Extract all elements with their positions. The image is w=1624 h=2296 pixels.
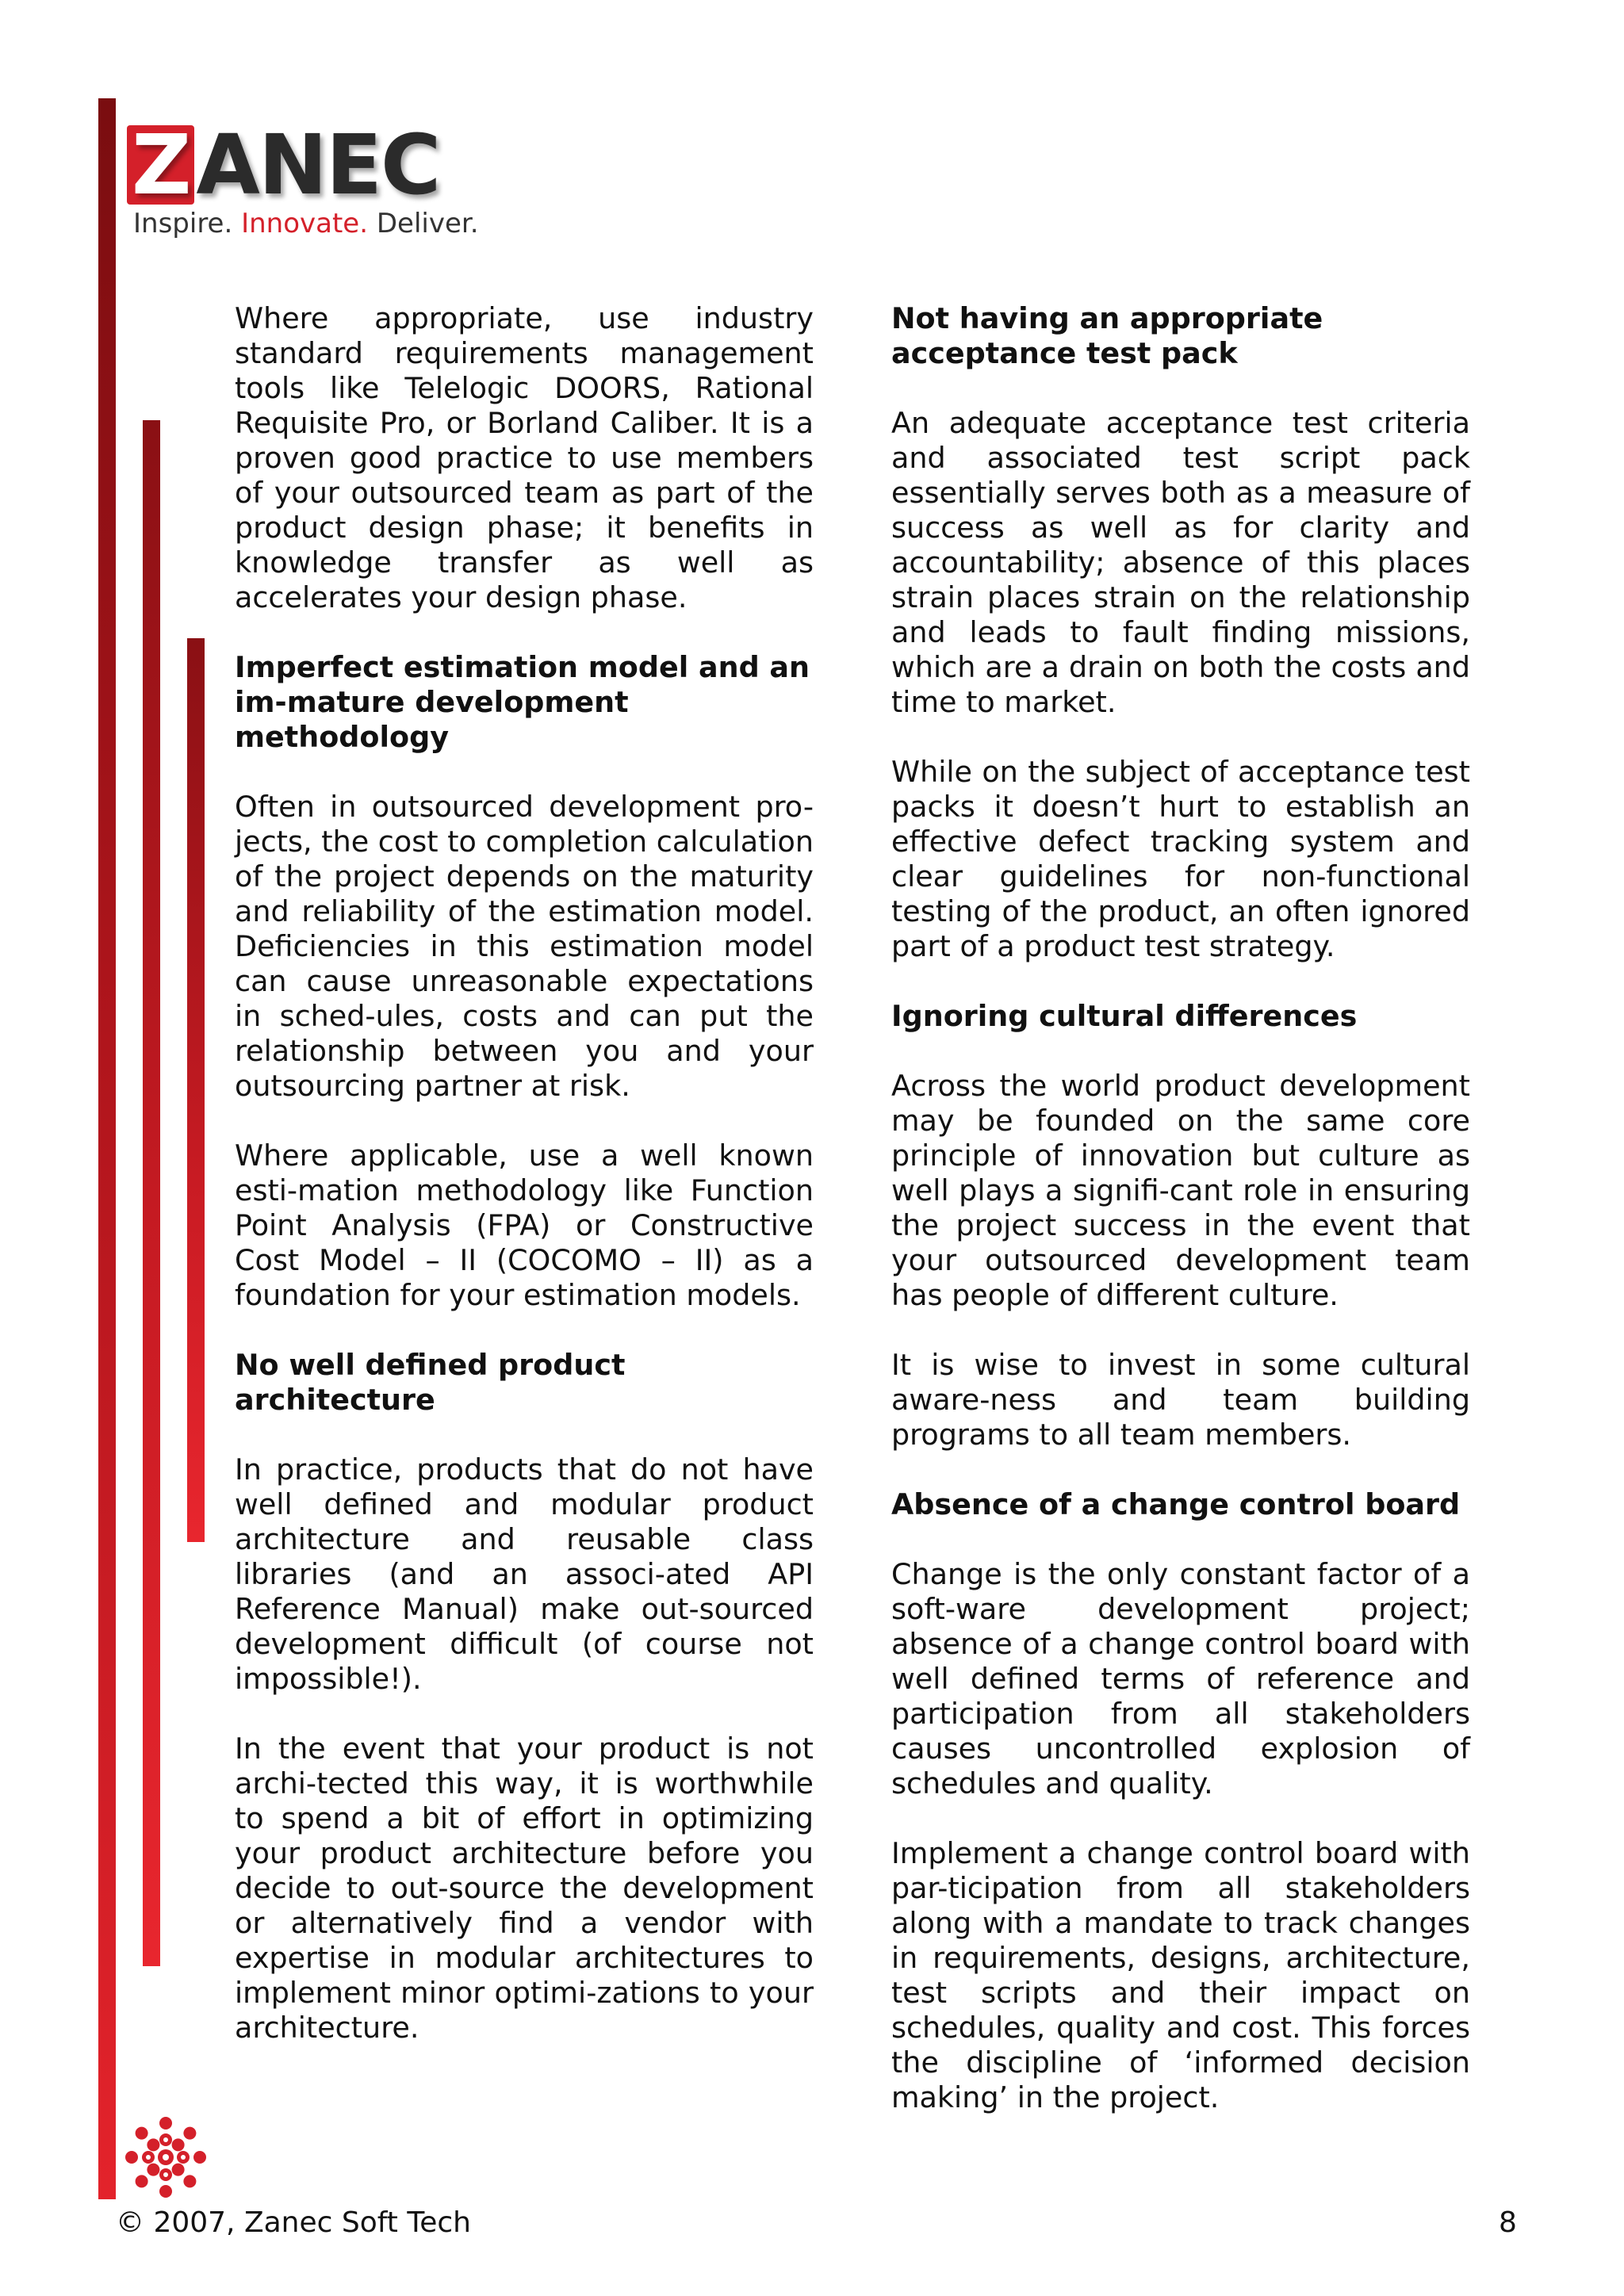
logo-wordmark (127, 117, 440, 213)
section-heading: Ignoring cultural differences (891, 999, 1358, 1033)
section-heading: Absence of a change control board (891, 1487, 1461, 1521)
logo-z-letter: Z (127, 125, 194, 205)
right-column (891, 301, 1470, 2150)
paragraph: An adequate acceptance test criteria and associated test script pack essentially serves both as a measure of success as well as for clarity and accountability; absence of this places strain places strain on the relationship and leads to fault finding missions, which are a drain on both the costs and time to market. (891, 406, 1470, 719)
decorative-bar-middle (143, 420, 160, 1966)
paragraph: In the event that your product is not archi-tected this way, it is worthwhile to spend a bit of effort in optimizing your product architecture before you decide to out-source the development or alternatively find a vendor with expertise in modular architectures to implement minor optimi-zations to your architecture. (235, 1732, 814, 2045)
logo-word-rest: ANEC (196, 117, 440, 213)
section-heading: Not having an appropriate acceptance test pack (891, 301, 1323, 370)
section-heading: Imperfect estimation model and an im-mature development methodology (235, 650, 810, 754)
flower-icon (124, 2115, 208, 2199)
tagline-inspire: Inspire. (133, 208, 233, 239)
left-column (235, 301, 814, 2080)
decorative-bar-main (98, 98, 116, 2199)
paragraph: Often in outsourced development pro-jects, the cost to completion calculation of the project depends on the maturity and reliability of the estimation model. Deficiencies in this estimation model can cause unreasonable expectations in sched-ules, costs and can put the relationship between you and your outsourcing partner at risk. (235, 790, 814, 1103)
zanec-logo (127, 117, 479, 244)
paragraph: Where appropriate, use industry standard requirements management tools like Telelogic DOORS, Rational Requisite Pro, or Borland Caliber. It is a proven good practice to use members of your outsourced team as part of the product design phase; it benefits in knowledge transfer as well as accelerates your design phase. (235, 301, 814, 614)
tagline-deliver: Deliver. (376, 208, 479, 239)
tagline-innovate: Innovate. (241, 208, 369, 239)
paragraph: While on the subject of acceptance test packs it doesn’t hurt to establish an effective defect tracking system and clear guidelines for non-functional testing of the product, an often ignored part of a product test strategy. (891, 755, 1470, 963)
logo-tagline (133, 208, 479, 239)
paragraph: In practice, products that do not have well defined and modular product architecture and reusable class libraries (and an associ-ated API Reference Manual) make out-sourced development difficult (of course not impossible!). (235, 1452, 814, 1696)
paragraph: Implement a change control board with par-ticipation from all stakeholders along with a mandate to track changes in requirements, designs, architecture, test scripts and their impact on schedules, quality and cost. This forces the discipline of ‘informed decision making’ in the project. (891, 1836, 1470, 2114)
decorative-bar-short (187, 638, 205, 1542)
section-heading: No well defined product architecture (235, 1348, 626, 1417)
paragraph: Across the world product development may be founded on the same core principle of innovation but culture as well plays a signifi-cant role in ensuring the project success in the event that your outsourced development team has people of different culture. (891, 1069, 1470, 1312)
paragraph: It is wise to invest in some cultural aware-ness and team building programs to all team members. (891, 1348, 1470, 1452)
paragraph: Where applicable, use a well known esti-mation methodology like Function Point Analysis (FPA) or Constructive Cost Model – II (COCOMO – II) as a foundation for your estimation models. (235, 1138, 814, 1312)
footer-copyright: © 2007, Zanec Soft Tech (116, 2206, 471, 2239)
paragraph: Change is the only constant factor of a soft-ware development project; absence of a change control board with well defined terms of reference and participation from all stakeholders causes uncontrolled explosion of schedules and quality. (891, 1557, 1470, 1800)
page-number: 8 (1499, 2206, 1517, 2239)
